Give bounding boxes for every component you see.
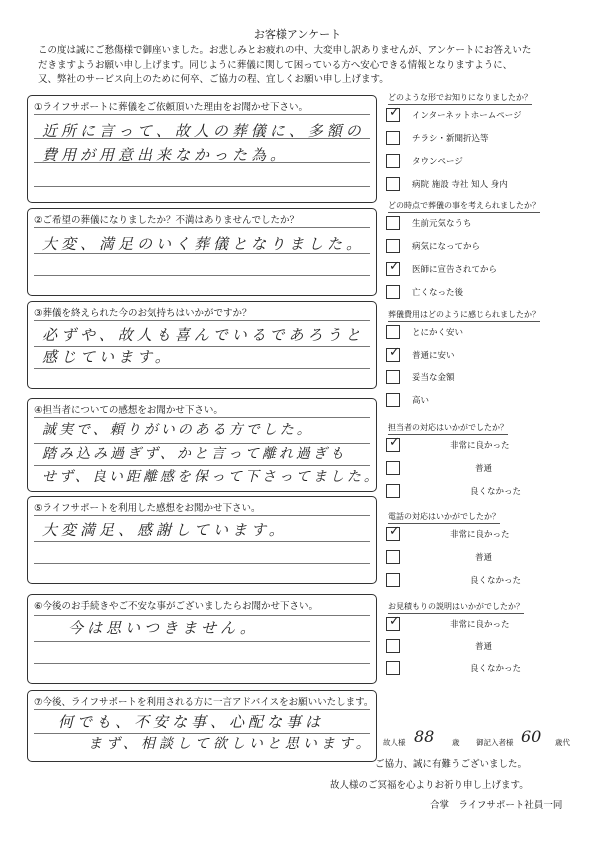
option-label: 亡くなった後	[412, 288, 464, 298]
form-title: お客様アンケート	[253, 28, 342, 41]
checkbox[interactable]	[386, 154, 400, 168]
option-label: 妥当な金額	[412, 373, 455, 383]
deceased-age-label: 故人様	[383, 738, 406, 747]
intro-text	[38, 44, 578, 88]
checkbox[interactable]	[386, 177, 400, 191]
option-label: インターネットホームページ	[412, 111, 522, 121]
checkbox[interactable]	[386, 614, 400, 631]
checkbox[interactable]	[386, 435, 400, 452]
question-box-6	[27, 594, 377, 684]
question-box-7	[27, 690, 377, 762]
checkbox[interactable]	[386, 344, 400, 362]
side-question-heading: どの時点で葬儀の事を考えられましたか？	[388, 200, 540, 213]
question-heading: ③葬儀を終えられた今のお気持ちはいかがですか？	[34, 308, 252, 319]
option-label: 非常に良かった	[450, 441, 510, 451]
option-label: 良くなかった	[470, 664, 522, 674]
checkmark-icon: ✓	[389, 524, 400, 539]
signature-text: 合掌 ライフサポート社員一同	[430, 800, 563, 811]
checkmark-icon: ✓	[389, 614, 400, 629]
option-label: 普通	[475, 464, 493, 474]
question-box-3	[27, 301, 377, 389]
option-label: 普通	[475, 553, 493, 563]
option-label: 非常に良かった	[450, 530, 510, 540]
question-box-4	[27, 398, 381, 492]
checkbox[interactable]	[386, 105, 400, 122]
checkbox[interactable]	[386, 131, 400, 145]
writer-age-unit: 歳代	[555, 738, 570, 747]
side-question-heading: お見積もりの説明はいかがでしたか？	[388, 601, 524, 614]
checkbox[interactable]	[386, 524, 400, 541]
question-heading: ⑤ライフサポートを利用した感想をお聞かせ下さい。	[34, 503, 261, 514]
handwritten-answer: 近所に言って、故人の葬儀に、多額の	[42, 122, 365, 140]
option-label: 普通に安い	[412, 350, 455, 361]
option-label: 高い	[412, 395, 430, 406]
question-heading: ①ライフサポートに葬儀をご依頼頂いた理由をお聞かせ下さい。	[34, 102, 308, 113]
checkbox[interactable]	[386, 484, 400, 498]
checkmark-icon: ✓	[389, 344, 400, 360]
question-heading: ④担当者についての感想をお聞かせ下さい。	[34, 405, 223, 416]
thanks-text: ご協力、誠に有難うございました。	[375, 759, 528, 770]
handwritten-answer: 感じています。	[42, 348, 174, 366]
deceased-age-value: 88	[414, 727, 435, 746]
checkmark-icon: ✓	[389, 105, 400, 120]
question-box-1	[27, 95, 377, 203]
side-question-heading: 担当者の対応はいかがでしたか？	[388, 422, 508, 435]
intro-line: だきますようお願い申し上げます。同じように葬儀に関して困っている方へ安心できる情報となりますように、	[38, 59, 513, 71]
question-box-5	[27, 496, 377, 584]
checkbox[interactable]	[386, 285, 400, 299]
handwritten-answer: 大変、満足のいく葬儀となりました。	[42, 235, 366, 253]
option-label: 良くなかった	[470, 487, 522, 497]
handwritten-answer: 大変満足、感謝しています。	[42, 521, 288, 539]
option-label: 病院 施設 寺社 知人 身内	[412, 180, 508, 190]
option-label: 医師に宣告されてから	[412, 265, 498, 275]
checkbox[interactable]	[386, 216, 400, 230]
handwritten-answer: 費用が用意出来なかった為。	[42, 146, 290, 164]
intro-line: この度は誠にご愁傷様で御座いました。お悲しみとお疲れの中、大変申し訳ありませんが、アンケートにお答えいた	[38, 45, 532, 56]
writer-age-label: 御記入者様	[476, 738, 514, 747]
option-label: タウンページ	[412, 157, 463, 167]
checkbox[interactable]	[386, 325, 400, 339]
question-heading: ⑥今後のお手続きやご不安な事がございましたらお聞かせ下さい。	[34, 601, 319, 612]
side-question-heading: 葬儀費用はどのように感じられましたか？	[388, 309, 540, 322]
checkbox[interactable]	[386, 573, 400, 587]
option-label: とにかく安い	[412, 328, 464, 338]
checkbox[interactable]	[386, 661, 400, 675]
checkbox[interactable]	[386, 259, 400, 276]
handwritten-answer: 必ずや、故人も喜んでいるであろうと	[42, 326, 365, 344]
handwritten-answer: 誠実で、頼りがいのある方でした。	[42, 422, 314, 438]
question-heading: ②ご希望の葬儀になりましたか？不満はありませんでしたか？	[34, 215, 300, 226]
option-label: 生前元気なうち	[412, 219, 472, 229]
checkmark-icon: ✓	[389, 435, 400, 450]
side-question-heading: 電話の対応はいかがでしたか？	[388, 511, 500, 524]
question-heading: ⑦今後、ライフサポートを利用される方に一言アドバイスをお願いいたします。	[34, 697, 374, 708]
option-label: 普通	[475, 642, 493, 652]
side-question-heading: どのような形でお知りになりましたか？	[388, 92, 532, 105]
writer-age-value: 60	[521, 727, 542, 746]
checkbox[interactable]	[386, 239, 400, 253]
condolence-text: 故人様のご冥福を心よりお祈り申し上げます。	[330, 780, 529, 791]
checkmark-icon: ✓	[389, 259, 400, 274]
checkbox[interactable]	[386, 639, 400, 653]
intro-line: 又、弊社のサービス向上のために何卒、ご協力の程、宜しくお願い申し上げます。	[38, 74, 389, 85]
checkbox[interactable]	[386, 393, 400, 407]
checkbox[interactable]	[386, 550, 400, 564]
handwritten-answer: 何でも、不安な事、心配な事は	[58, 713, 325, 731]
handwritten-answer: せず、良い距離感を保って下さってました。	[42, 469, 381, 485]
handwritten-answer: 踏み込み過ぎず、かと言って離れ過ぎも	[42, 446, 347, 462]
checkbox[interactable]	[386, 461, 400, 475]
handwritten-answer: 今は思いつきません。	[68, 619, 259, 637]
handwritten-answer: まず、相談して欲しいと思います。	[88, 736, 374, 752]
option-label: チラシ・新聞折込等	[412, 134, 489, 144]
question-box-2	[27, 208, 377, 296]
checkbox[interactable]	[386, 370, 400, 384]
option-label: 非常に良かった	[450, 620, 510, 630]
option-label: 良くなかった	[470, 576, 522, 586]
deceased-age-unit: 歳	[452, 738, 460, 747]
option-label: 病気になってから	[412, 242, 481, 252]
